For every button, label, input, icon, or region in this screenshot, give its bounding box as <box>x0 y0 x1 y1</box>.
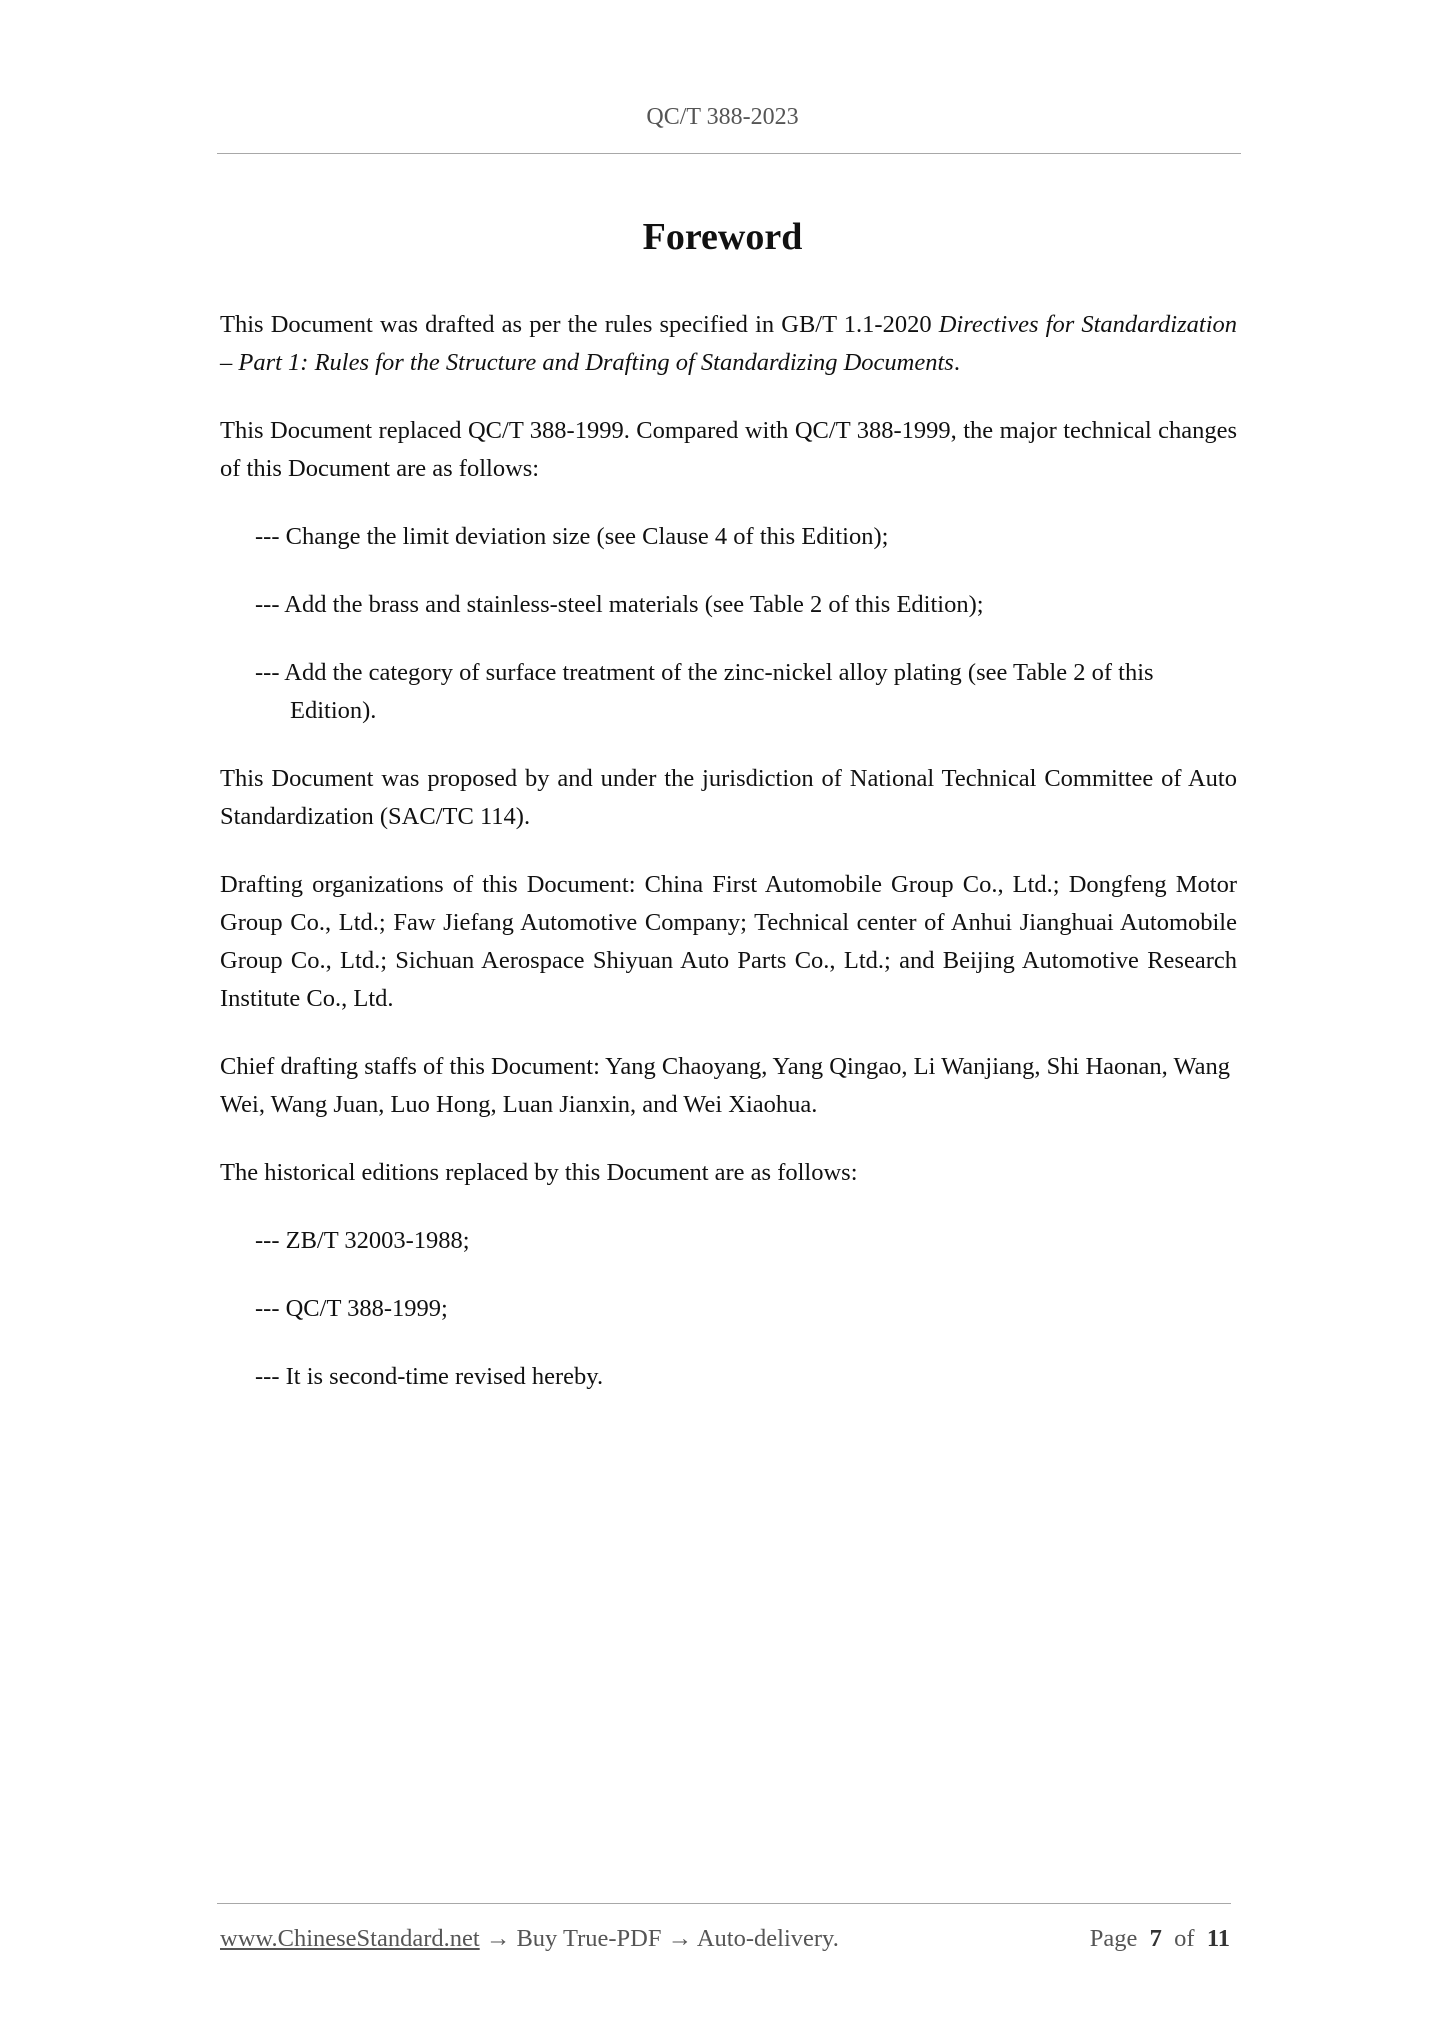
footer-promo <box>220 1925 839 1953</box>
website-link[interactable]: www.ChineseStandard.net <box>220 1925 480 1952</box>
list-item-change: --- Add the brass and stainless-steel materials (see Table 2 of this Edition); <box>255 591 984 618</box>
paragraph-proposed-by: This Document was proposed by and under the jurisdiction of National Technical Committee of Auto Standardization (SAC/TC 114). <box>220 765 1237 830</box>
page-title: Foreword <box>642 216 803 258</box>
paragraph-drafting-staff: Chief drafting staffs of this Document: Yang Chaoyang, Yang Qingao, Li Wanjiang, Shi Haonan, Wang Wei, Wang Juan, Luo Hong, Luan Jianxin, and Wei Xiaohua. <box>220 1053 1230 1118</box>
list-item-edition: --- It is second-time revised hereby. <box>255 1363 604 1390</box>
paragraph-drafting-organizations: Drafting organizations of this Document: China First Automobile Group Co., Ltd.; Dongfeng Motor Group Co., Ltd.; Faw Jiefang Automotive Company; Technical center of Anhui Jianghuai Automobile Group Co., Ltd.; Sichuan Aerospace Shiyuan Auto Parts Co., Ltd.; and Beijing Automotive Research Institute Co., Ltd. <box>220 871 1237 1012</box>
header-divider <box>217 153 1241 154</box>
page-current: 7 <box>1149 1925 1162 1952</box>
paragraph-historical-editions: The historical editions replaced by this Document are as follows: <box>220 1159 858 1186</box>
paragraph-drafting-rules <box>220 306 1237 382</box>
paragraph-drafting-rules-text: This Document was drafted as per the rules specified in GB/T 1.1-2020 <box>220 311 939 338</box>
document-code: QC/T 388-2023 <box>646 104 799 130</box>
list-item-edition: --- ZB/T 32003-1988; <box>255 1227 470 1254</box>
paragraph-drafting-rules-end: . <box>953 349 960 376</box>
standard-title-italic: Directives for Standardization – Part 1: Rules for the Structure and Drafting of Standardizing Documents <box>220 311 1238 376</box>
page-total: 11 <box>1206 1925 1230 1952</box>
footer-divider <box>217 1903 1231 1904</box>
list-item-change: --- Add the category of surface treatment of the zinc-nickel alloy plating (see Table 2 of this Edition). <box>255 659 1154 724</box>
footer-promo-text: → Buy True-PDF → Auto-delivery. <box>479 1925 839 1952</box>
page-label: Page <box>1089 1925 1138 1952</box>
list-item-change: --- Change the limit deviation size (see Clause 4 of this Edition); <box>255 523 889 550</box>
paragraph-replacement: This Document replaced QC/T 388-1999. Compared with QC/T 388-1999, the major technical changes of this Document are as follows: <box>220 417 1237 482</box>
page-footer <box>220 1925 1230 1953</box>
page-of: of <box>1174 1925 1195 1952</box>
list-item-edition: --- QC/T 388-1999; <box>255 1295 448 1322</box>
page-number <box>1090 1925 1230 1953</box>
foreword-body <box>220 306 1237 1426</box>
